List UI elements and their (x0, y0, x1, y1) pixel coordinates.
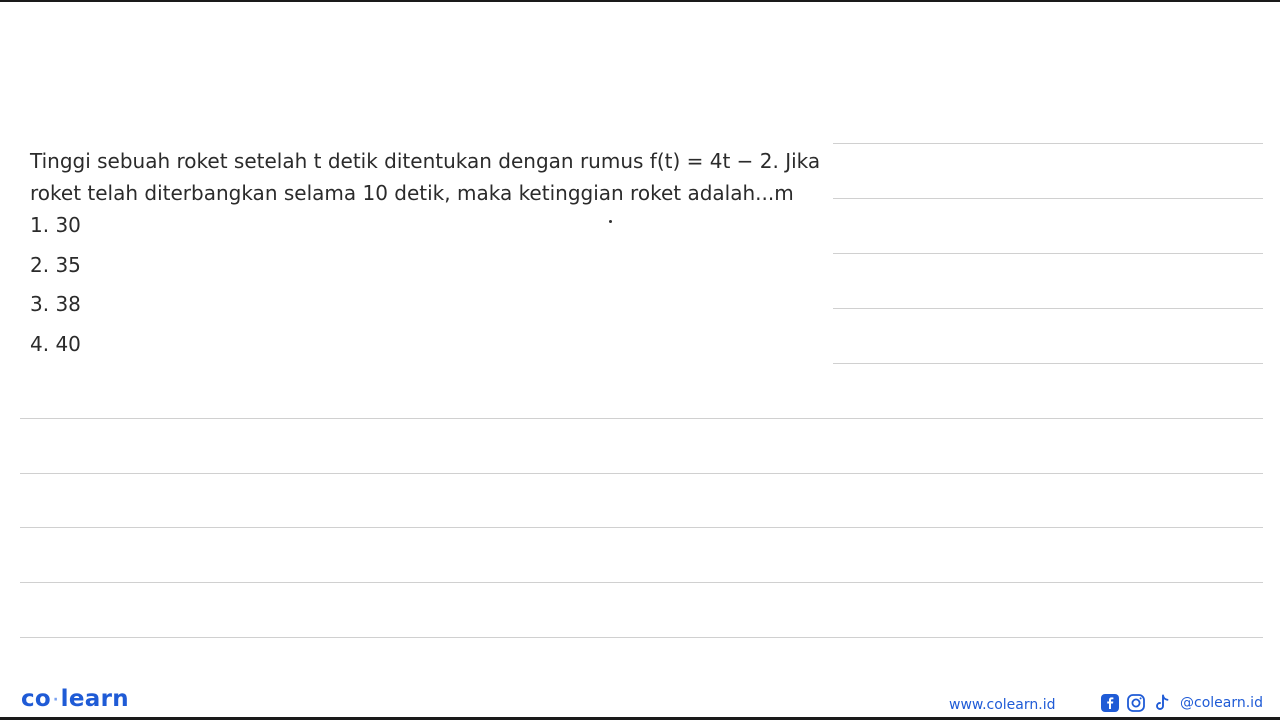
ruled-line (20, 418, 1263, 419)
ruled-line (833, 363, 1263, 364)
instagram-icon[interactable] (1126, 693, 1146, 713)
ruled-line (20, 582, 1263, 583)
logo-text-co: co (21, 686, 52, 712)
logo-separator-icon: · (53, 691, 59, 708)
social-handle[interactable]: @colearn.id (1180, 695, 1263, 711)
ruled-line (833, 143, 1263, 144)
ruled-line (20, 473, 1263, 474)
website-link[interactable]: www.colearn.id (949, 697, 1056, 713)
question-text (30, 145, 830, 209)
ruled-line (833, 253, 1263, 254)
tiktok-icon[interactable] (1152, 693, 1172, 713)
question-line-1: Tinggi sebuah roket setelah t detik ditentukan dengan rumus f(t) = 4t − 2. Jika (30, 149, 821, 173)
question-line-2: roket telah diterbangkan selama 10 detik, maka ketinggian roket adalah...m (30, 181, 794, 205)
option-3[interactable]: 3. 38 (30, 292, 81, 316)
option-4[interactable]: 4. 40 (30, 331, 81, 356)
answer-options (30, 209, 81, 367)
ruled-line (20, 637, 1263, 638)
option-2[interactable]: 2. 35 (30, 252, 81, 277)
ruled-line (833, 198, 1263, 199)
logo-text-learn: learn (60, 686, 129, 712)
top-border (0, 0, 1280, 2)
ruled-line (20, 527, 1263, 528)
colearn-logo (21, 686, 129, 712)
stray-dot (609, 220, 612, 223)
social-links (1100, 693, 1263, 713)
ruled-line (833, 308, 1263, 309)
option-1[interactable]: 1. 30 (30, 213, 81, 237)
facebook-icon[interactable] (1100, 693, 1120, 713)
